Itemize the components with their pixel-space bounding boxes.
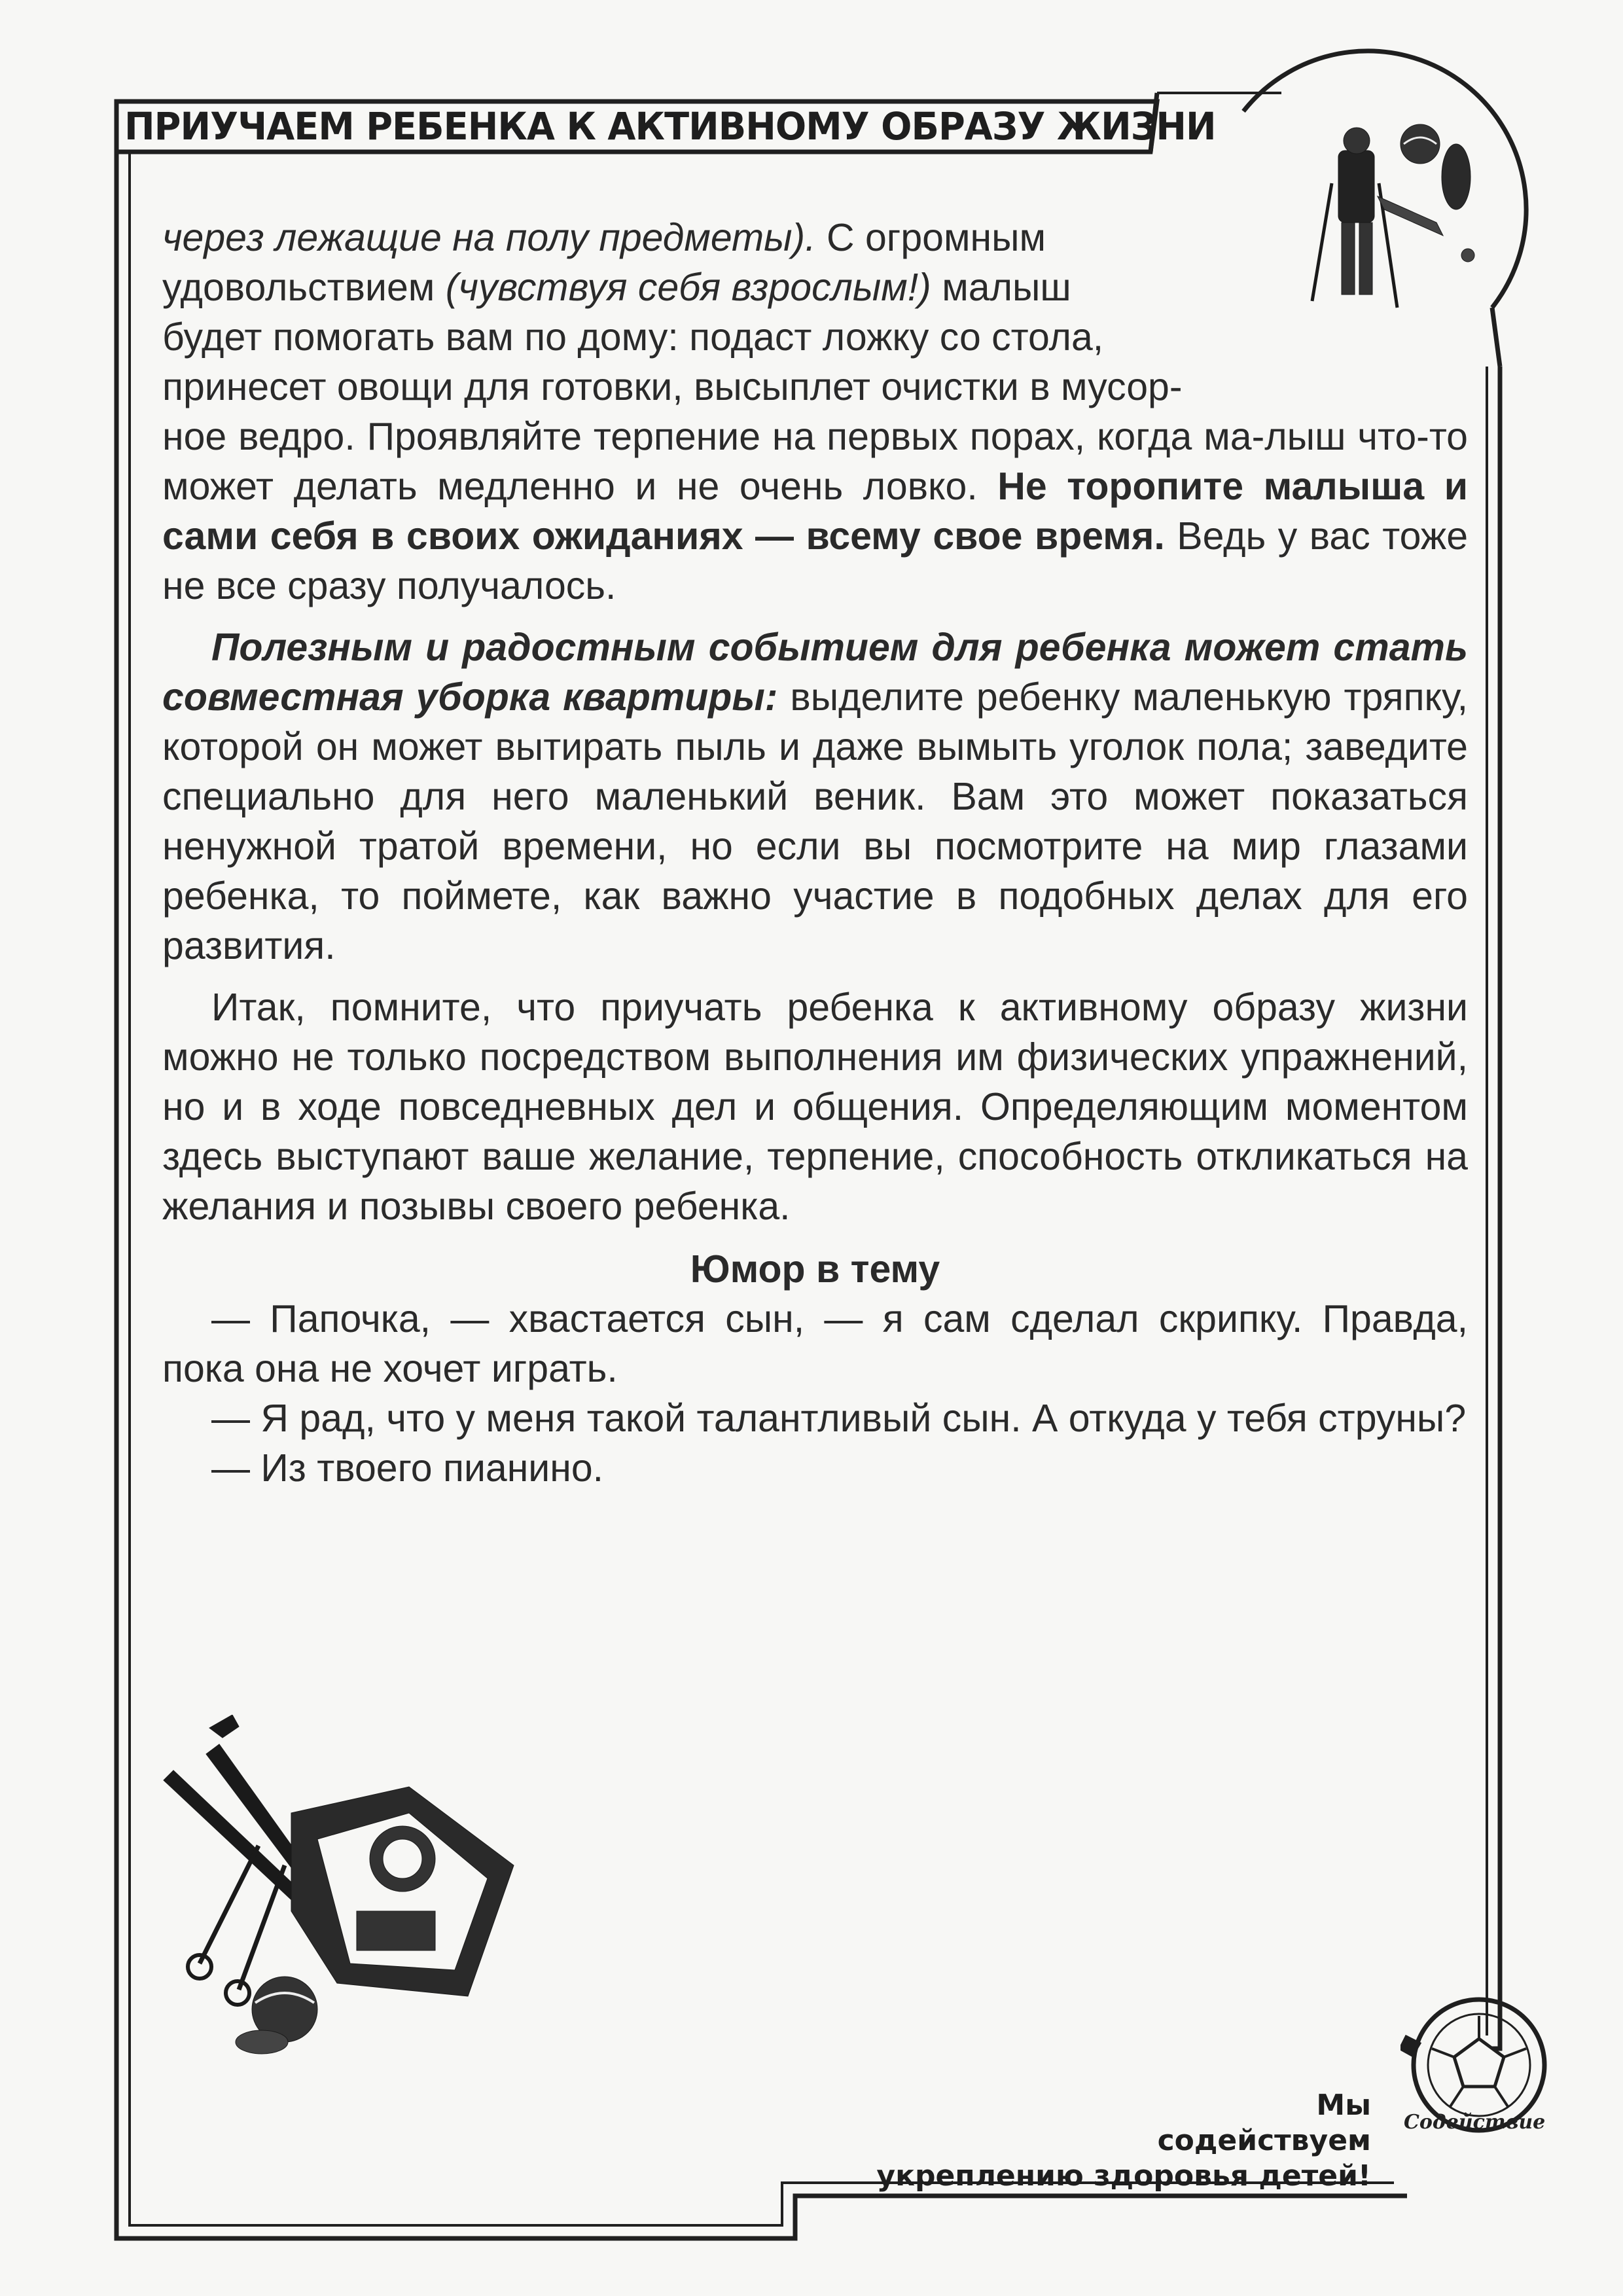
text-span: Итак, помните, что приучать ребенка к активному образу жизни можно не только посредством выполнения им физических упражнений, но и в ходе повседневных дел и общения. Определяющим моментом здесь выступают ваше желание, терпение, способность откликаться на желания и позывы своего ребенка. [162, 986, 1468, 1228]
page-header-title: ПРИУЧАЕМ РЕБЕНКА К АКТИВНОМУ ОБРАЗУ ЖИЗНИ [124, 104, 1216, 149]
sports-equipment-illustration [160, 1715, 527, 2055]
text-span: удовольствием [162, 266, 446, 309]
humor-line-2: — Я рад, что у меня такой талантливый сын. А откуда у тебя струны? [211, 1397, 1467, 1440]
text-span: малыш [931, 266, 1071, 309]
brand-logo-text: Содействие [1404, 2111, 1546, 2134]
footer-line: укреплению здоровья детей! [876, 2159, 1371, 2193]
article-body [162, 213, 1468, 1493]
text-span: принесет овощи для готовки, высыплет очистки в мусор- [162, 365, 1183, 408]
text-bold-span: Не торопите малыша и сами себя в своих ожиданиях — всему свое время. [162, 465, 1468, 558]
text-span: Ведь у вас тоже не все сразу получалось. [162, 514, 1469, 607]
text-span: ное ведро. Проявляйте терпение на первых порах, когда ма-лыш что-то может делать медленно и не очень ловко. [162, 415, 1468, 508]
text-bold-italic-span: Полезным и радостным событием для ребенка может стать совместная уборка квартиры: [162, 626, 1468, 719]
text-span: будет помогать вам по дому: подаст ложку со стола, [162, 315, 1104, 359]
text-italic-span: (чувствуя себя взрослым!) [445, 266, 931, 309]
footer-line: содействуем [1157, 2124, 1371, 2157]
text-span: выделите ребенку маленькую тряпку, которой он может вытирать пыль и даже вымыть уголок пола; заведите специально для него маленький веник. Вам это может показаться ненужной тратой времени, но если вы посмотрите на мир глазами ребенка, то поймете, как важно участие в подобных делах для его развития. [162, 675, 1468, 967]
text-italic-span: через лежащие на полу предметы). [162, 216, 816, 259]
paragraph-2 [162, 622, 1468, 971]
footer-slogan [876, 2088, 1371, 2194]
paragraph-1-lines [162, 213, 1275, 412]
paragraph-1 [162, 412, 1468, 611]
paragraph-3 [162, 982, 1468, 1231]
humor-line-3: — Из твоего пианино. [211, 1446, 604, 1490]
humor-heading: Юмор в тему [690, 1247, 940, 1291]
text-span: С огромным [815, 216, 1046, 259]
footer-line: Мы [1316, 2089, 1371, 2122]
humor-line-1: — Папочка, — хвастается сын, — я сам сделал скрипку. Правда, пока она не хочет играть. [162, 1297, 1468, 1390]
